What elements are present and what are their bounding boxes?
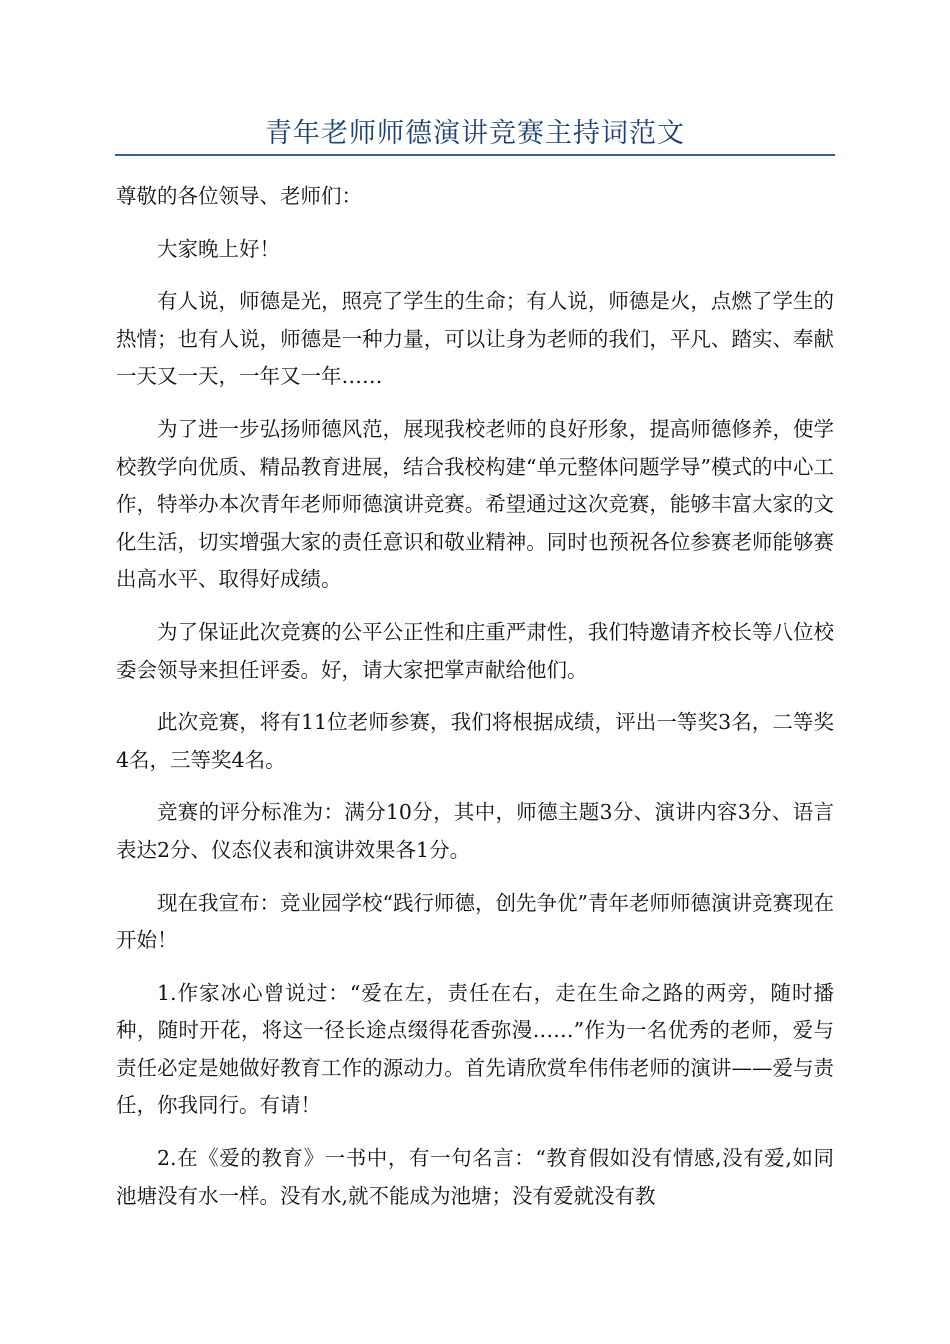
paragraph: 此次竞赛，将有11位老师参赛，我们将根据成绩，评出一等奖3名，二等奖4名，三等奖4名。 — [116, 710, 834, 772]
document-body — [116, 178, 834, 1215]
paragraph: 为了进一步弘扬师德风范，展现我校老师的良好形象，提高师德修养，使学校教学向优质、精品教育进展，结合我校构建“单元整体问题学导”模式的中心工作，特举办本次青年老师师德演讲竞赛。希望通过这次竞赛，能够丰富大家的文化生活，切实增强大家的责任意识和敬业精神。同时也预祝各位参赛老师能够赛出高水平、取得好成绩。 — [116, 416, 834, 592]
paragraph: 1.作家冰心曾说过：“爱在左，责任在右，走在生命之路的两旁，随时播种，随时开花，将这一径长途点缀得花香弥漫……”作为一名优秀的老师，爱与责任必定是她做好教育工作的源动力。首先请欣赏牟伟伟老师的演讲——爱与责任，你我同行。有请！ — [116, 980, 834, 1118]
paragraph: 2.在《爱的教育》一书中，有一句名言：“教育假如没有情感,没有爱,如同池塘没有水一样。没有水,就不能成为池塘；没有爱就没有教 — [116, 1146, 834, 1208]
paragraph: 为了保证此次竞赛的公平公正性和庄重严肃性，我们特邀请齐校长等八位校委会领导来担任评委。好，请大家把掌声献给他们。 — [116, 619, 834, 682]
paragraph: 大家晚上好！ — [157, 236, 280, 261]
paragraph: 现在我宣布：竞业园学校“践行师德，创先争优”青年老师师德演讲竞赛现在开始！ — [116, 890, 834, 953]
paragraph: 有人说，师德是光，照亮了学生的生命；有人说，师德是火，点燃了学生的热情；也有人说，师德是一种力量，可以让身为老师的我们，平凡、踏实、奉献一天又一天，一年又一年…… — [116, 289, 834, 389]
title-underline — [115, 154, 835, 156]
document-title: 青年老师师德演讲竞赛主持词范文 — [265, 118, 685, 149]
salutation: 尊敬的各位领导、老师们： — [116, 184, 362, 208]
paragraph: 竞赛的评分标准为：满分10分，其中，师德主题3分、演讲内容3分、语言表达2分、仪态仪表和演讲效果各1分。 — [116, 800, 834, 862]
